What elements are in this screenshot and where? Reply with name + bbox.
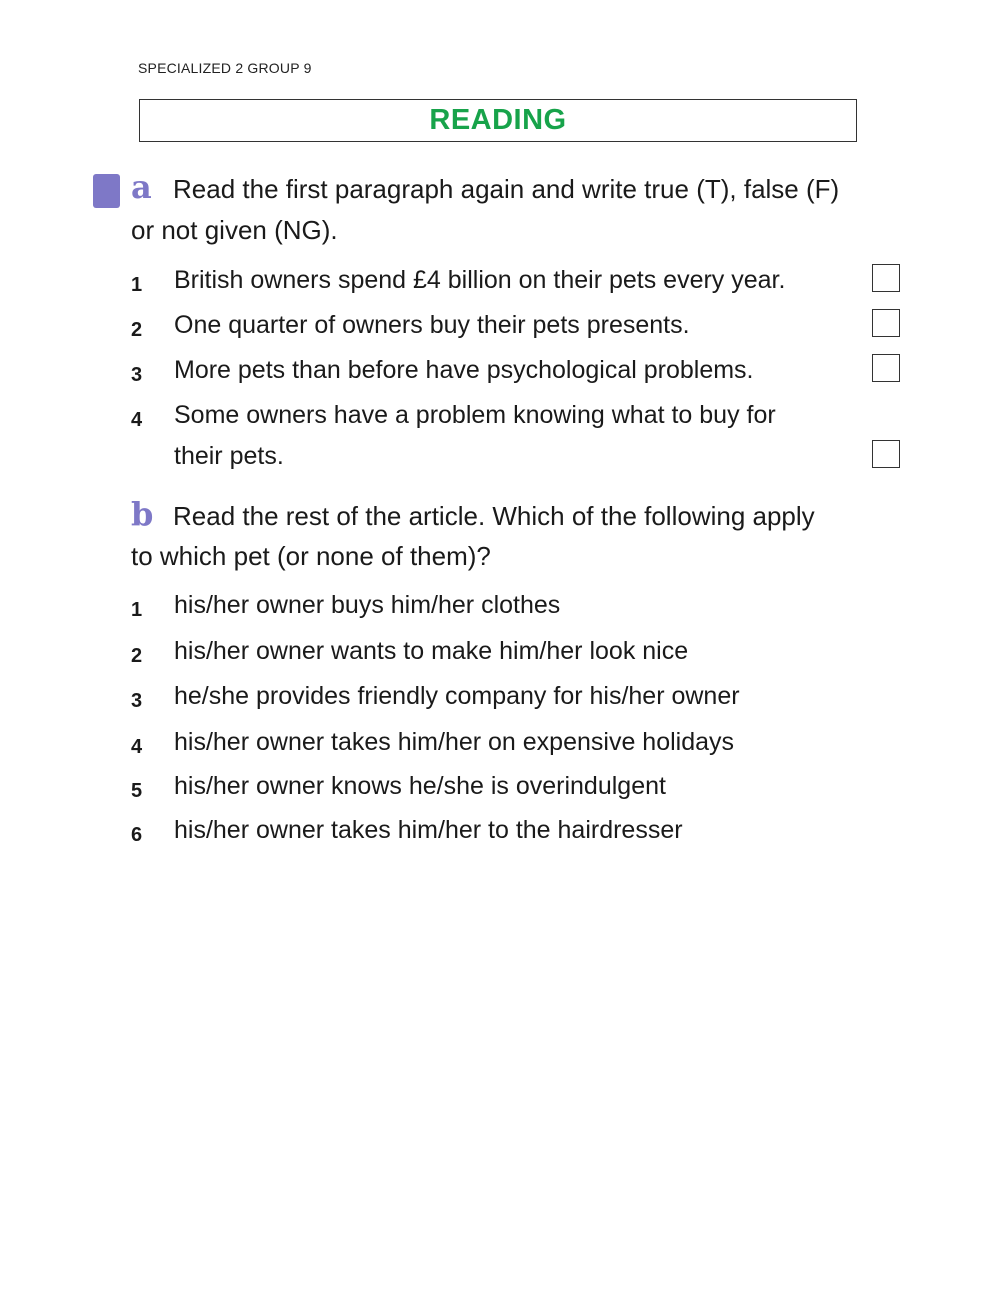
list-item-text: his/her owner takes him/her to the hairdresser	[174, 816, 683, 844]
list-item-text: his/her owner wants to make him/her look nice	[174, 637, 689, 665]
header-label: SPECIALIZED 2 GROUP 9	[138, 60, 312, 76]
question-text: British owners spend £4 billion on their pets every year.	[174, 266, 786, 294]
section-a-letter: a	[131, 168, 152, 206]
list-item-number: 5	[131, 780, 143, 802]
question-number: 3	[131, 364, 143, 386]
list-item-number: 3	[131, 690, 143, 712]
section-b-instruction-line2: to which pet (or none of them)?	[131, 541, 491, 571]
question-text-continued: their pets.	[174, 442, 284, 470]
section-a-instruction-line2: or not given (NG).	[131, 215, 338, 245]
section-marker	[93, 174, 120, 208]
answer-checkbox-2[interactable]	[872, 309, 900, 337]
answer-checkbox-4[interactable]	[872, 440, 900, 468]
list-item-number: 6	[131, 824, 143, 846]
question-number: 2	[131, 319, 143, 341]
section-b-letter: b	[131, 495, 154, 533]
answer-checkbox-3[interactable]	[872, 354, 900, 382]
list-item-text: his/her owner takes him/her on expensive holidays	[174, 728, 735, 756]
question-text: More pets than before have psychological problems.	[174, 356, 754, 384]
list-item-text: his/her owner knows he/she is overindulgent	[174, 772, 666, 800]
section-a-instruction-line1: Read the first paragraph again and write true (T), false (F)	[173, 174, 840, 204]
answer-checkbox-1[interactable]	[872, 264, 900, 292]
question-number: 1	[131, 274, 143, 296]
list-item-text: his/her owner buys him/her clothes	[174, 591, 561, 619]
title-box	[139, 99, 857, 142]
question-number: 4	[131, 409, 143, 431]
list-item-text: he/she provides friendly company for his/her owner	[174, 682, 740, 710]
question-text: Some owners have a problem knowing what to buy for	[174, 401, 776, 429]
list-item-number: 1	[131, 599, 143, 621]
list-item-number: 2	[131, 645, 143, 667]
page-title: READING	[429, 104, 567, 136]
section-b-instruction-line1: Read the rest of the article. Which of the following apply	[173, 501, 815, 531]
question-text: One quarter of owners buy their pets presents.	[174, 311, 690, 339]
list-item-number: 4	[131, 736, 143, 758]
